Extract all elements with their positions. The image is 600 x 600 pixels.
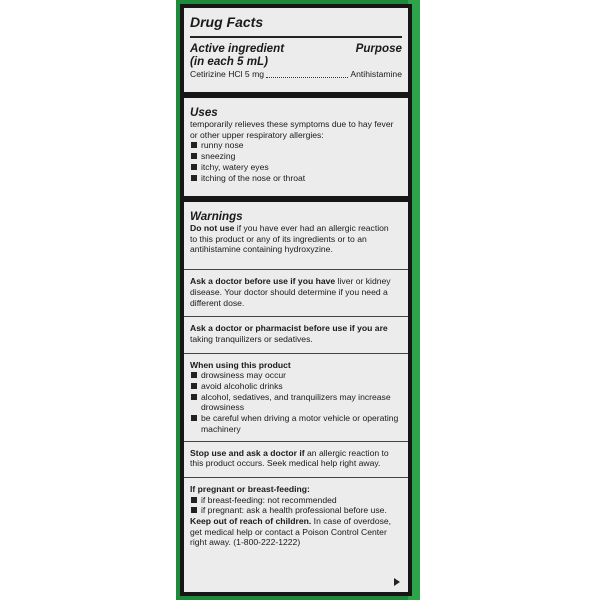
stop-use-paragraph: Stop use and ask a doctor if an allergic reaction to this product occurs. Seek medical help right away. (190, 447, 389, 469)
drug-facts-title: Drug Facts (190, 14, 264, 30)
active-ingredient-row (190, 42, 402, 68)
when-using-paragraph: When using this product drowsiness may occur avoid alcoholic drinks alcohol, sedatives, and tranquilizers may increase drowsiness be careful when driving a motor vehicle or operating machinery (190, 360, 402, 435)
pregnant-paragraph: If pregnant or breast-feeding: if breast-feeding: not recommended if pregnant: ask a health professional before use. (190, 484, 402, 516)
list-item: runny nose (190, 140, 402, 151)
section-divider (184, 441, 408, 442)
bullet-icon (191, 415, 197, 421)
list-item: drowsiness may occur (190, 370, 402, 381)
uses-box (184, 98, 408, 196)
bullet-icon (191, 142, 197, 148)
ingredient-line (190, 69, 402, 80)
list-item: be careful when driving a motor vehicle or operating (190, 413, 402, 424)
list-item: if breast-feeding: not recommended (190, 495, 402, 506)
bullet-icon (191, 497, 197, 503)
continue-arrow-icon (394, 578, 400, 586)
drug-facts-header-box (184, 8, 408, 92)
purpose-heading: Purpose (355, 42, 402, 55)
list-item: sneezing (190, 151, 402, 162)
warnings-box (184, 202, 408, 592)
list-item: alcohol, sedatives, and tranquilizers may increase (190, 392, 402, 403)
list-item: avoid alcoholic drinks (190, 381, 402, 392)
active-ingredient-heading: Active ingredient (190, 42, 285, 55)
ingredient-purpose: Antihistamine (350, 69, 402, 79)
section-divider (184, 316, 408, 317)
do-not-use-paragraph: Do not use if you have ever had an allergic reaction to this product or any of its ingredients or to an antihistamine containing hydroxyzine. (190, 223, 389, 255)
uses-intro-1: temporarily relieves these symptoms due to hay fever (190, 119, 394, 129)
warnings-heading: Warnings (190, 210, 243, 223)
bullet-icon (191, 164, 197, 170)
list-item: itching of the nose or throat (190, 173, 402, 184)
section-divider (184, 269, 408, 270)
ask-doctor-paragraph: Ask a doctor before use if you have liver or kidney disease. Your doctor should determine if you need a different dose. (190, 276, 391, 308)
active-ingredient-sub: (in each 5 mL) (190, 55, 268, 68)
section-divider (184, 353, 408, 354)
bullet-icon (191, 153, 197, 159)
bullet-icon (191, 372, 197, 378)
leader-dots (266, 77, 348, 78)
ask-pharmacist-paragraph: Ask a doctor or pharmacist before use if you are taking tranquilizers or sedatives. (190, 323, 388, 344)
bullet-icon (191, 383, 197, 389)
bullet-icon (191, 394, 197, 400)
bullet-icon (191, 507, 197, 513)
bullet-icon (191, 175, 197, 181)
keep-out-paragraph: Keep out of reach of children. In case of overdose, get medical help or contact a Poison Control Center right away. (1-800-222-1222) (190, 516, 392, 548)
list-item: if pregnant: ask a health professional before use. (190, 505, 402, 516)
uses-heading: Uses (190, 106, 218, 119)
section-divider (184, 477, 408, 478)
uses-intro-2: or other upper respiratory allergies: (190, 129, 324, 140)
title-rule (190, 36, 402, 38)
list-item: itchy, watery eyes (190, 162, 402, 173)
ingredient-name: Cetirizine HCl 5 mg (190, 69, 265, 79)
